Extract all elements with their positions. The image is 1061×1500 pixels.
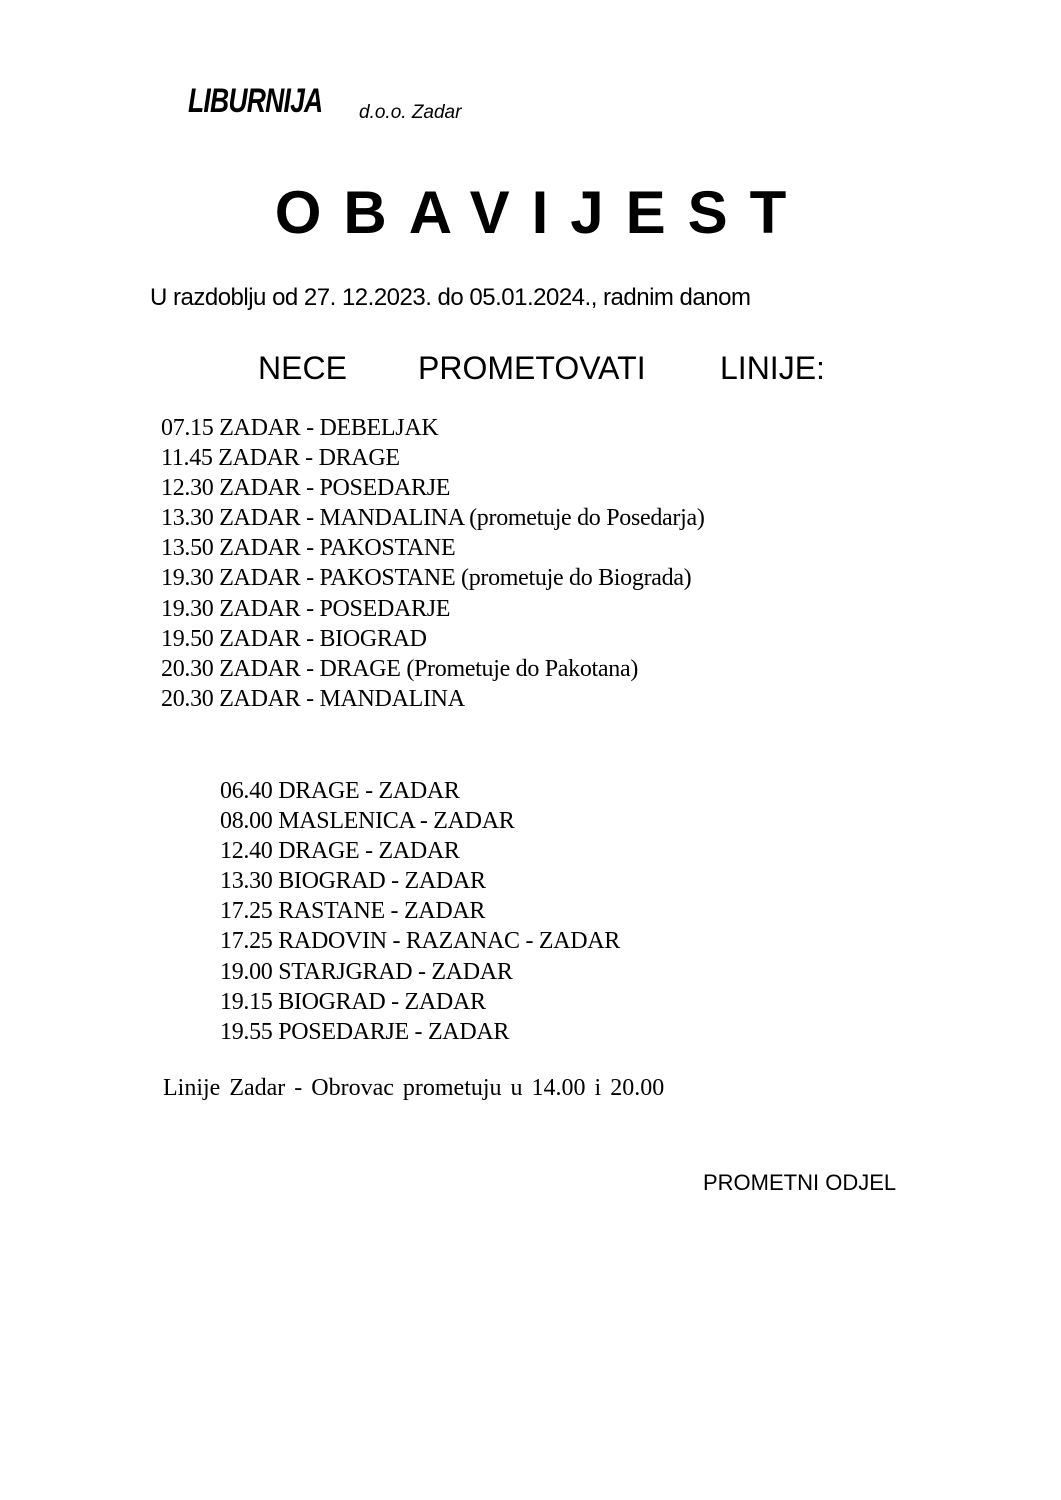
route-line: 13.30 BIOGRAD - ZADAR — [220, 868, 486, 895]
departures-to-zadar-list — [220, 776, 620, 1047]
route-line: 19.30 ZADAR - POSEDARJE — [161, 595, 451, 622]
route-line: 13.30 ZADAR - MANDALINA (prometuje do Posedarja) — [161, 505, 705, 532]
route-line: 19.55 POSEDARJE - ZADAR — [220, 1018, 510, 1045]
route-line: 17.25 RADOVIN - RAZANAC - ZADAR — [220, 928, 621, 955]
route-line: 08.00 MASLENICA - ZADAR — [220, 808, 515, 835]
signature-department: PROMETNI ODJEL — [703, 1170, 897, 1195]
route-line: 20.30 ZADAR - DRAGE (Prometuje do Pakotana) — [161, 655, 639, 682]
period-statement: U razdoblju od 27. 12.2023. do 05.01.2024., radnim danom — [150, 284, 751, 311]
route-line: 19.00 STARJGRAD - ZADAR — [220, 958, 513, 985]
route-line: 19.30 ZADAR - PAKOSTANE (prometuje do Biograda) — [161, 565, 692, 592]
company-location: d.o.o. Zadar — [359, 102, 462, 123]
route-line: 13.50 ZADAR - PAKOSTANE — [161, 535, 456, 562]
document-title: OBAVIJEST — [274, 179, 809, 246]
departures-from-zadar-list — [161, 413, 705, 714]
route-line: 11.45 ZADAR - DRAGE — [161, 445, 400, 472]
route-line: 07.15 ZADAR - DEBELJAK — [161, 415, 439, 441]
letterhead — [188, 82, 588, 132]
route-line: 20.30 ZADAR - MANDALINA — [161, 685, 465, 712]
notice-heading-word: NECE — [258, 350, 347, 386]
route-line: 12.30 ZADAR - POSEDARJE — [161, 475, 451, 502]
route-line: 19.15 BIOGRAD - ZADAR — [220, 988, 486, 1015]
route-line: 19.50 ZADAR - BIOGRAD — [161, 625, 427, 652]
notice-heading-word: LINIJE: — [720, 350, 825, 386]
company-name: LIBURNIJA — [188, 82, 323, 120]
route-line: 12.40 DRAGE - ZADAR — [220, 838, 460, 865]
route-line: 17.25 RASTANE - ZADAR — [220, 898, 486, 925]
obrovac-note: Linije Zadar - Obrovac prometuju u 14.00 i 20.00 — [163, 1075, 665, 1101]
route-line: 06.40 DRAGE - ZADAR — [220, 778, 460, 804]
notice-heading — [258, 350, 838, 390]
notice-heading-word: PROMETOVATI — [418, 350, 646, 386]
